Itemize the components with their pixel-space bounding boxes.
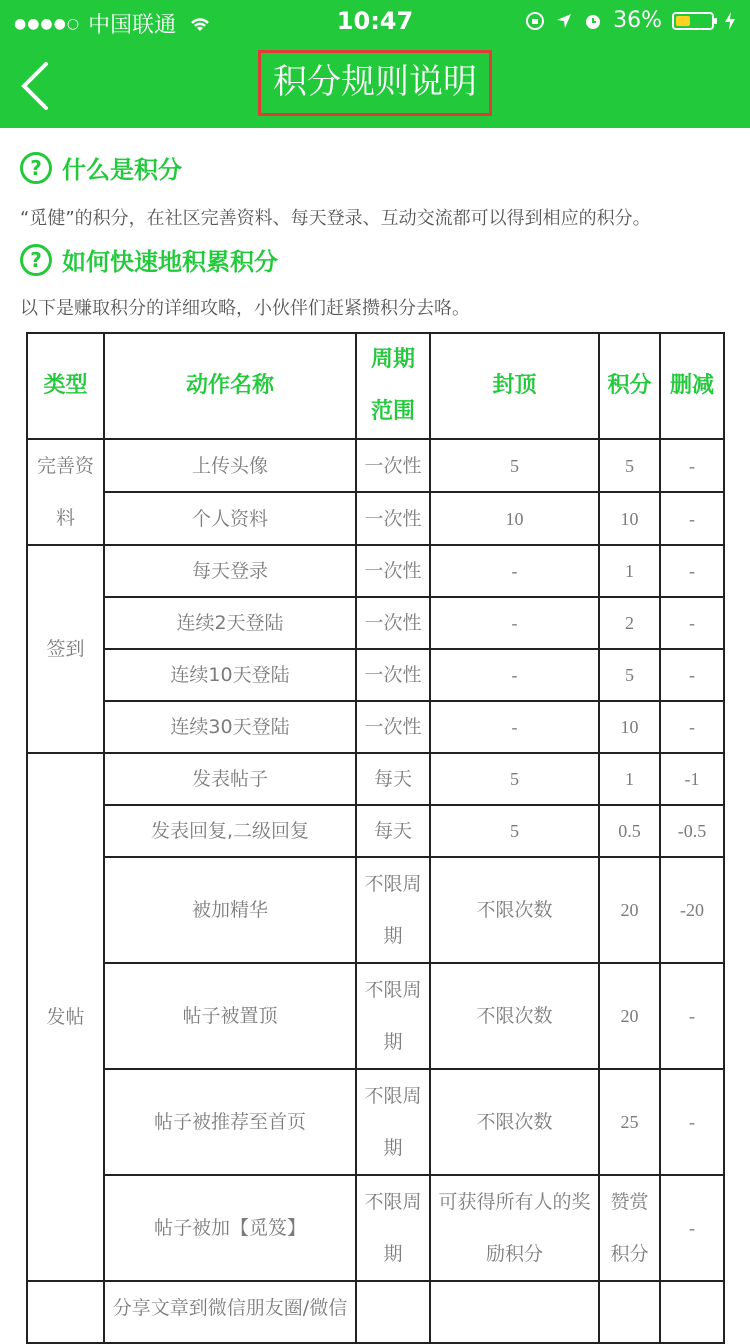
points-cell: 20 bbox=[599, 963, 660, 1069]
deduct-cell: -0.5 bbox=[660, 805, 724, 857]
cap-cell: 不限次数 bbox=[430, 857, 599, 963]
action-cell: 帖子被推荐至首页 bbox=[104, 1069, 356, 1175]
points-cell: 10 bbox=[599, 701, 660, 753]
cap-cell: 不限次数 bbox=[430, 963, 599, 1069]
alarm-icon bbox=[583, 11, 603, 31]
table-row bbox=[27, 753, 724, 805]
cap-cell: 可获得所有人的奖励积分 bbox=[430, 1175, 599, 1281]
back-chevron-icon[interactable] bbox=[16, 58, 56, 114]
deduct-cell: - bbox=[660, 1175, 724, 1281]
group-label: 完善资料 bbox=[27, 439, 104, 545]
carrier-label: 中国联通 bbox=[88, 13, 177, 38]
header-deduct: 删减 bbox=[660, 333, 724, 439]
deduct-cell: -20 bbox=[660, 857, 724, 963]
action-cell: 分享文章到微信朋友圈/微信 bbox=[104, 1281, 356, 1343]
points-cell: 10 bbox=[599, 492, 660, 545]
table-row bbox=[27, 1175, 724, 1281]
deduct-cell: - bbox=[660, 439, 724, 492]
points-cell: 5 bbox=[599, 439, 660, 492]
section-what-is-points-header bbox=[20, 150, 182, 185]
status-bar bbox=[0, 0, 750, 40]
section-description: 以下是赚取积分的详细攻略，小伙伴们赶紧攒积分去咯。 bbox=[20, 298, 470, 319]
header-cap: 封顶 bbox=[430, 333, 599, 439]
period-cell: 一次性 bbox=[356, 649, 430, 701]
period-cell: 一次性 bbox=[356, 701, 430, 753]
deduct-cell: - bbox=[660, 701, 724, 753]
section-description: “觅健”的积分，在社区完善资料、每天登录、互动交流都可以得到相应的积分。 bbox=[20, 208, 651, 229]
points-cell: 赞赏积分 bbox=[599, 1175, 660, 1281]
action-cell: 发表帖子 bbox=[104, 753, 356, 805]
points-cell: 0.5 bbox=[599, 805, 660, 857]
points-cell: 1 bbox=[599, 545, 660, 597]
table-row bbox=[27, 492, 724, 545]
cap-cell: - bbox=[430, 649, 599, 701]
section-title: 什么是积分 bbox=[62, 156, 182, 184]
table-row bbox=[27, 649, 724, 701]
deduct-cell: - bbox=[660, 649, 724, 701]
period-cell: 一次性 bbox=[356, 545, 430, 597]
group-label: 发帖 bbox=[27, 753, 104, 1281]
header-period: 周期范围 bbox=[356, 333, 430, 439]
action-cell: 帖子被加【觅笈】 bbox=[104, 1175, 356, 1281]
rotation-lock-icon bbox=[525, 11, 545, 31]
cap-cell: - bbox=[430, 597, 599, 649]
action-cell: 被加精华 bbox=[104, 857, 356, 963]
battery-percent: 36% bbox=[613, 8, 662, 33]
points-rules-table bbox=[26, 332, 725, 1344]
action-cell: 发表回复,二级回复 bbox=[104, 805, 356, 857]
period-cell: 每天 bbox=[356, 753, 430, 805]
points-cell: 25 bbox=[599, 1069, 660, 1175]
points-cell: 20 bbox=[599, 857, 660, 963]
battery-icon bbox=[672, 12, 714, 30]
header-points: 积分 bbox=[599, 333, 660, 439]
table-header-row bbox=[27, 333, 724, 439]
header-type: 类型 bbox=[27, 333, 104, 439]
question-circle-icon: ? bbox=[20, 152, 52, 184]
points-cell: 5 bbox=[599, 649, 660, 701]
table-row bbox=[27, 597, 724, 649]
table-row bbox=[27, 857, 724, 963]
question-circle-icon: ? bbox=[20, 244, 52, 276]
points-cell: 2 bbox=[599, 597, 660, 649]
period-cell: 一次性 bbox=[356, 439, 430, 492]
period-cell: 不限周期 bbox=[356, 1069, 430, 1175]
period-cell: 一次性 bbox=[356, 597, 430, 649]
table-row bbox=[27, 805, 724, 857]
cap-cell: 不限次数 bbox=[430, 1069, 599, 1175]
action-cell: 个人资料 bbox=[104, 492, 356, 545]
location-icon bbox=[555, 12, 573, 30]
header-action: 动作名称 bbox=[104, 333, 356, 439]
period-cell: 不限周期 bbox=[356, 857, 430, 963]
section-how-to-earn-header bbox=[20, 242, 278, 277]
action-cell: 帖子被置顶 bbox=[104, 963, 356, 1069]
table-row bbox=[27, 545, 724, 597]
action-cell: 上传头像 bbox=[104, 439, 356, 492]
table-row bbox=[27, 1069, 724, 1175]
clock: 10:47 bbox=[336, 7, 414, 35]
group-label: 签到 bbox=[27, 545, 104, 753]
deduct-cell: - bbox=[660, 597, 724, 649]
deduct-cell: -1 bbox=[660, 753, 724, 805]
cap-cell: 5 bbox=[430, 805, 599, 857]
cap-cell: 5 bbox=[430, 753, 599, 805]
deduct-cell: - bbox=[660, 963, 724, 1069]
action-cell: 连续30天登陆 bbox=[104, 701, 356, 753]
section-title: 如何快速地积累积分 bbox=[62, 248, 278, 276]
charging-icon bbox=[724, 11, 736, 31]
deduct-cell: - bbox=[660, 545, 724, 597]
page-title: 积分规则说明 bbox=[258, 50, 492, 116]
signal-icon: ●●●●○ bbox=[14, 15, 81, 32]
cap-cell: 10 bbox=[430, 492, 599, 545]
action-cell: 每天登录 bbox=[104, 545, 356, 597]
points-cell: 1 bbox=[599, 753, 660, 805]
nav-bar bbox=[0, 40, 750, 128]
period-cell: 不限周期 bbox=[356, 1175, 430, 1281]
deduct-cell: - bbox=[660, 492, 724, 545]
cap-cell: 5 bbox=[430, 439, 599, 492]
period-cell: 一次性 bbox=[356, 492, 430, 545]
table-row bbox=[27, 439, 724, 492]
table-row bbox=[27, 701, 724, 753]
period-cell: 每天 bbox=[356, 805, 430, 857]
action-cell: 连续2天登陆 bbox=[104, 597, 356, 649]
period-cell: 不限周期 bbox=[356, 963, 430, 1069]
deduct-cell: - bbox=[660, 1069, 724, 1175]
cap-cell: - bbox=[430, 545, 599, 597]
table-row bbox=[27, 963, 724, 1069]
cap-cell: - bbox=[430, 701, 599, 753]
action-cell: 连续10天登陆 bbox=[104, 649, 356, 701]
